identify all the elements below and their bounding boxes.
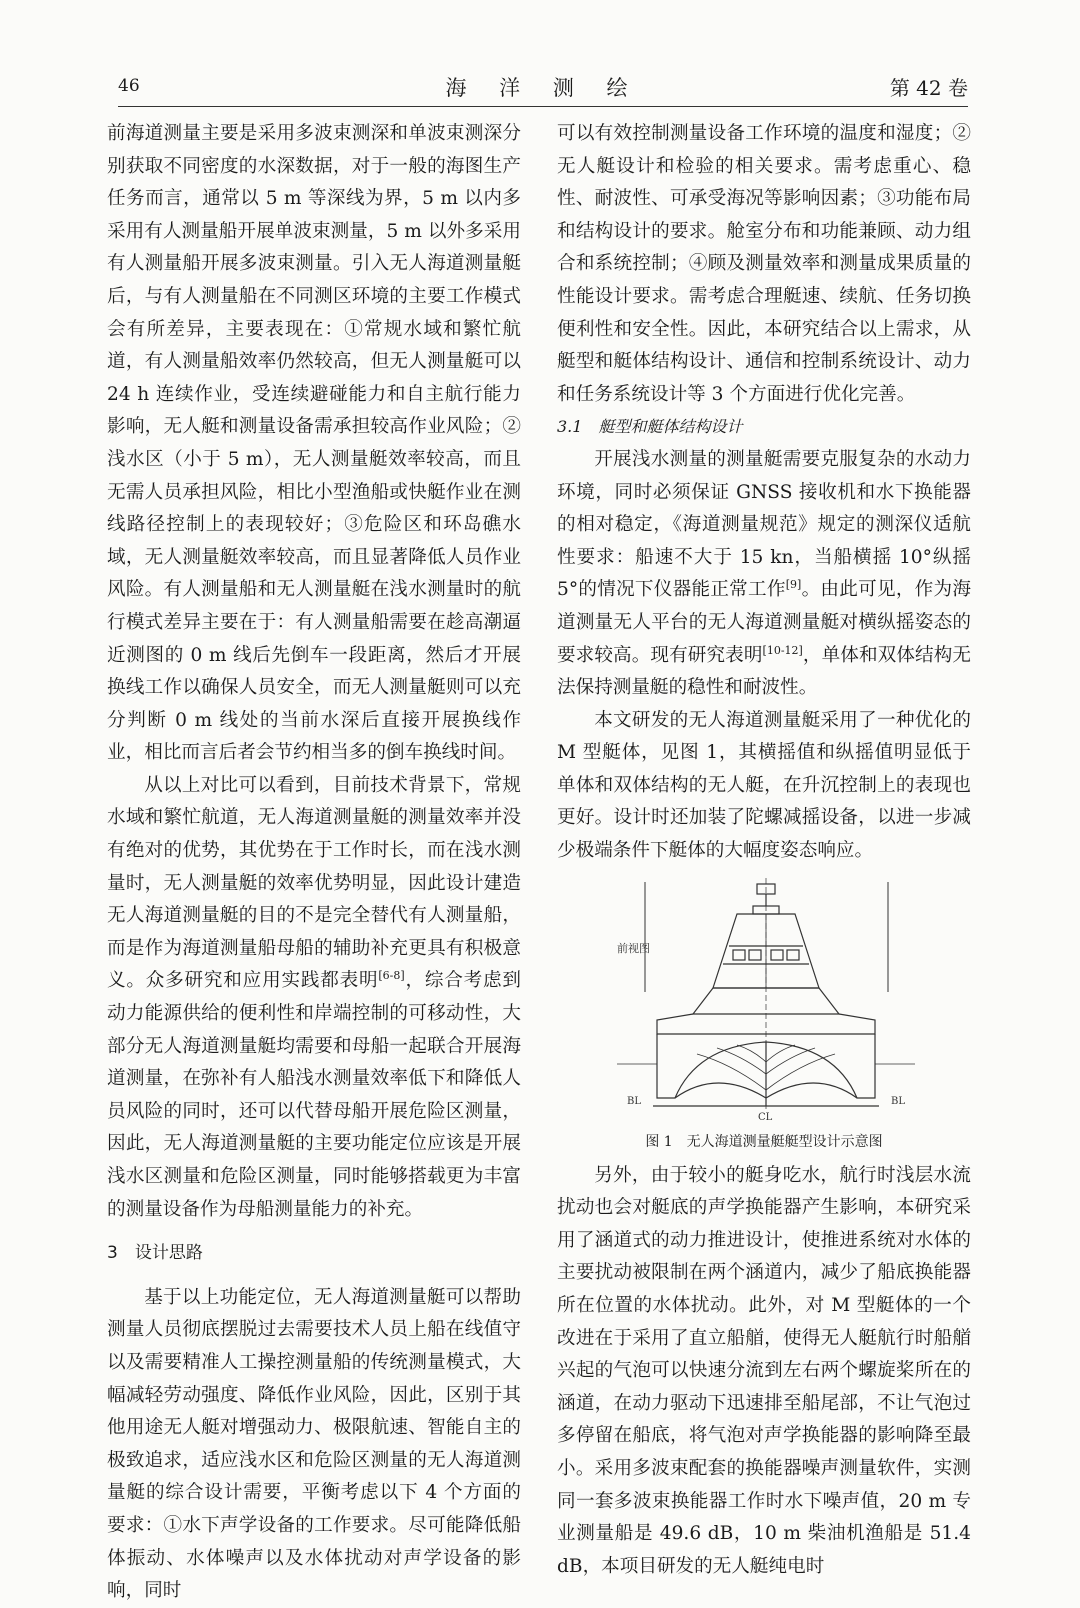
paragraph: 另外，由于较小的艇身吃水，航行时浅层水流扰动也会对艇底的声学换能器产生影响，本研究采用了涵道式的动力推进设计，使推进系统对水体的主要扰动被限制在两个涵道内，减少了船底换能器所在位置的水体扰动。此外，对 M 型艇体的一个改进在于采用了直立船艏，使得无人艇航行时船艏兴起的气泡可以快速分流到左右两个螺旋桨所在的涵道，在动力驱动下迅速排至船尾部，不让气泡过多停留在船底，将气泡对声学换能器的影响降至最小。采用多波束配套的换能器噪声测量软件，实测同一套多波束换能器工作时水下噪声值，20 m 专业测量船是 49.6 dB，10 m 柴油机渔船是 51.4 dB，本项目研发的无人艇纯电时 [557,1164,971,1577]
left-column [107,118,521,1608]
cl-label: CL [758,1111,773,1123]
window [787,950,799,960]
paragraph: 本文研发的无人海道测量艇采用了一种优化的 M 型艇体，见图 1，其横摇值和纵摇值明显低于单体和双体结构的无人艇，在升沉控制上的表现也更好。设计时还加装了陀螺减摇设备，以进一步减少极端条件下艇体的大幅度姿态响应。 [557,709,971,862]
paragraph: 可以有效控制测量设备工作环境的温度和湿度；②无人艇设计和检验的相关要求。需考虑重心、稳性、耐波性、可承受海况等影响因素；③功能布局和结构设计的要求。舱室分布和功能兼顾、动力组合和系统控制；④顾及测量效率和测量成果质量的性能设计要求。需考虑合理艇速、续航、任务切换便利性和安全性。因此，本研究结合以上需求，从艇型和艇体结构设计、通信和控制系统设计、动力和任务系统设计等 3 个方面进行优化完善。 [557,123,971,405]
window [749,950,761,960]
section-heading: 3 设计思路 [107,1243,203,1264]
volume-label: 第 42 卷 [889,76,968,100]
hull-front-view-diagram [557,868,971,1132]
subsection-heading: 3.1 艇型和艇体结构设计 [557,417,743,437]
bl-right-label: BL [891,1095,905,1107]
window [771,950,783,960]
citation: [9] [785,578,802,592]
right-column [557,118,971,1583]
view-label: 前视图 [617,941,650,955]
paragraph [557,444,971,705]
page-header [118,70,968,104]
text-run: 开展浅水测量的测量艇需要克服复杂的水动力环境，同时必须保证 GNSS 接收机和水下换能器的相对稳定，《海道测量规范》规定的测深仪适航性要求：船速不大于 15 kn，当船横摇 10°纵摇 5°的情况下仪器能正常工作 [557,448,971,601]
citation: [10-12] [762,643,803,657]
text-run: ，综合考虑到动力能源供给的便利性和岸端控制的可移动性，大部分无人海道测量艇均需要和母船一起联合开展海道测量，在弥补有人船浅水测量效率低下和降低人员风险的同时，还可以代替母船开展危险区测量，因此，无人海道测量艇的主要功能定位应该是开展浅水区测量和危险区测量，同时能够搭载更为丰富的测量设备作为母船测量能力的补充。 [107,970,521,1220]
text-run: 从以上对比可以看到，目前技术背景下，常规水域和繁忙航道，无人海道测量艇的测量效率并没有绝对的优势，其优势在于工作时长，而在浅水测量时，无人测量艇的效率优势明显，因此设计建造无人海道测量艇的目的不是完全替代有人测量船，而是作为海道测量船母船的辅助补充更具有积极意义。众多研究和应用实践都表明 [107,774,521,992]
journal-title: 海 洋 测 绘 [445,76,641,100]
text-run: 。由此可见，作为海道测量无人平台的无人海道测量艇对横纵摇姿态的要求较高。现有研究表明 [557,579,971,666]
text-run: ，单体和双体结构无法保持测量艇的稳性和耐波性。 [557,644,971,699]
header-rule [118,106,968,107]
paragraph [107,770,521,1226]
paragraph: 前海道测量主要是采用多波束测深和单波束测深分别获取不同密度的水深数据，对于一般的海图生产任务而言，通常以 5 m 等深线为界，5 m 以内多采用有人测量船开展单波束测量，5 m 以外多采用有人测量船开展多波束测量。引入无人海道测量艇后，与有人测量船在不同测区环境的主要工作模式会有所差异，主要表现在：①常规水域和繁忙航道，有人测量船效率仍然较高，但无人测量艇可以 24 h 连续作业，受连续避碰能力和自主航行能力影响，无人艇和测量设备需承担较高作业风险；②浅水区（小于 5 m），无人测量艇效率较高，而且无需人员承担风险，相比小型渔船或快艇作业在测线路径控制上的表现较好；③危险区和环岛礁水域，无人测量艇效率较高，而且显著降低人员作业风险。有人测量船和无人测量艇在浅水测量时的航行模式差异主要在于：有人测量船需要在趁高潮逼近测图的 0 m 线后先倒车一段距离，然后才开展换线工作以确保人员安全，而无人测量艇则可以充分判断 0 m 线处的当前水深后直接开展换线作业，相比而言后者会节约相当多的倒车换线时间。 [107,123,521,764]
citation: [6-8] [378,969,405,983]
figure-caption: 图 1 无人海道测量艇艇型设计示意图 [645,1133,883,1150]
window [733,950,745,960]
page-number: 46 [118,76,140,96]
figure-1 [557,868,971,1132]
bl-left-label: BL [627,1095,641,1107]
paragraph: 基于以上功能定位，无人海道测量艇可以帮助测量人员彻底摆脱过去需要技术人员上船在线值守以及需要精准人工操控测量船的传统测量模式，大幅减轻劳动强度、降低作业风险，因此，区别于其他用途无人艇对增强动力、极限航速、智能自主的极致追求，适应浅水区和危险区测量的无人海道测量艇的综合设计需要，平衡考虑以下 4 个方面的要求：①水下声学设备的工作要求。尽可能降低船体振动、水体噪声以及水体扰动对声学设备的影响，同时 [107,1286,521,1602]
